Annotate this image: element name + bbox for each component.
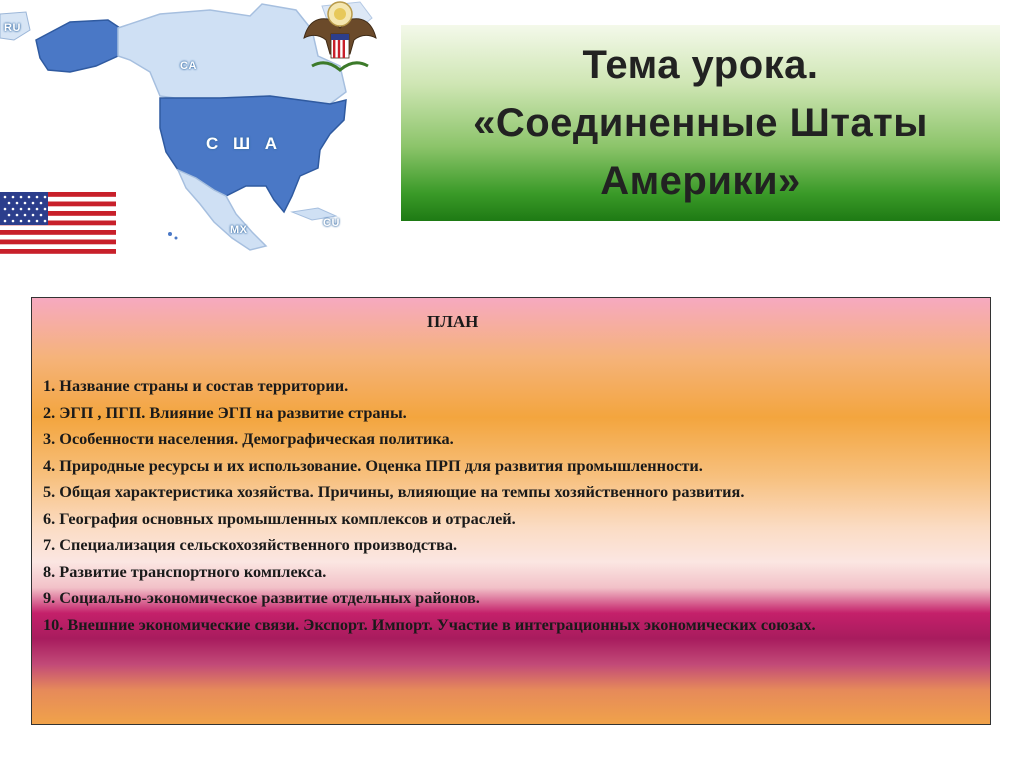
- map-label-cu: CU: [323, 217, 340, 229]
- title-box: [401, 25, 1000, 221]
- map-label-mx: MX: [230, 224, 248, 236]
- map-graphic: [0, 0, 400, 260]
- plan-item: 5. Общая характеристика хозяйства. Причины, влияющие на темпы хозяйственного развития.: [43, 482, 745, 501]
- plan-item: 9. Социально-экономическое развитие отдельных районов.: [43, 588, 480, 607]
- map-label-usa: С Ш А: [206, 134, 283, 153]
- north-america-map: [0, 0, 400, 260]
- plan-box: [31, 297, 991, 725]
- plan-list: [43, 373, 978, 638]
- plan-item: 3. Особенности населения. Демографическая политика.: [43, 429, 454, 448]
- usa-flag: [0, 192, 116, 254]
- plan-item: 7. Специализация сельскохозяйственного производства.: [43, 535, 458, 554]
- plan-item: 6. География основных промышленных комплексов и отраслей.: [43, 508, 516, 528]
- page-title: Тема урока. «Соединенные Штаты Америки»: [473, 43, 928, 203]
- usa-landmass: [160, 96, 346, 212]
- plan-item: 2. ЭГП , ПГП. Влияние ЭГП на развитие страны.: [43, 402, 407, 422]
- plan-item: 8. Развитие транспортного комплекса.: [43, 561, 327, 581]
- plan-item: 10. Внешние экономические связи. Экспорт. Импорт. Участие в интеграционных экономических союзах.: [43, 614, 816, 634]
- map-label-ru: RU: [4, 22, 21, 34]
- plan-heading: ПЛАН: [427, 312, 479, 331]
- plan-item: 1. Название страны и состав территории.: [43, 376, 349, 395]
- canada-landmass: [118, 4, 346, 104]
- alaska-landmass: [36, 20, 120, 72]
- map-label-ca: CA: [180, 60, 197, 72]
- plan-item: 4. Природные ресурсы и их использование. Оценка ПРП для развития промышленности.: [43, 455, 703, 475]
